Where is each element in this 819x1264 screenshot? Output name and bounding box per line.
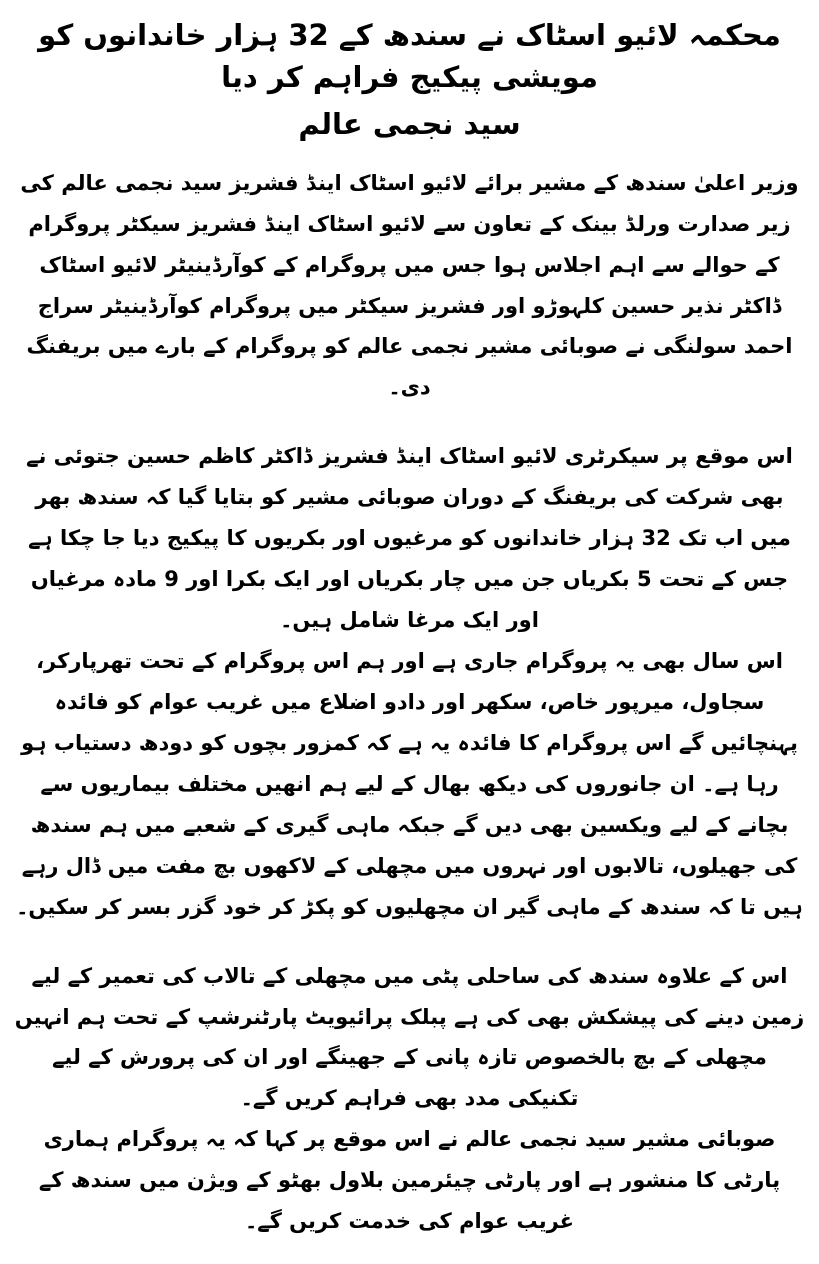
article-paragraph-4: اس کے علاوہ سندھ کی ساحلی پٹی میں مچھلی کے تالاب کی تعمیر کے لیے زمین دینے کی پیشکش بھی کی ہے پبلک پرائیویٹ پارٹنرشپ کے تحت ہم انہیں مچھلی کے بچ بالخصوص تازہ پانی کے جھینگے اور ان کی پرورش کے لیے تکنیکی مدد بھی فراہم کریں گے۔ [14, 963, 805, 1111]
article-paragraph-1: وزیر اعلیٰ سندھ کے مشیر برائے لائیو اسٹاک اینڈ فشریز سید نجمی عالم کی زیر صدارت ورلڈ بینک کے تعاون سے لائیو اسٹاک اینڈ فشریز سیکٹر پروگرام کے حوالے سے اہم اجلاس ہوا جس میں پروگرام کے کوآرڈینیٹر لائیو اسٹاک ڈاکٹر نذیر حسین کلہوڑو اور فشریز سیکٹر میں پروگرام کوآرڈینیٹر سراج احمد سولنگی نے صوبائی مشیر نجمی عالم کو پروگرام کے بارے میں بریفنگ دی۔ [20, 170, 799, 400]
paragraph-spacer [14, 414, 805, 436]
author-byline: سید نجمی عالم [298, 107, 521, 142]
page-title: محکمہ لائیو اسٹاک نے سندھ کے 32 ہزار خاندانوں کو مویشی پیکیج فراہم کر دیا [38, 18, 781, 95]
article-paragraph-3: اس سال بھی یہ پروگرام جاری ہے اور ہم اس پروگرام کے تحت تھرپارکر، سجاول، میرپور خاص، سکھر اور دادو اضلاع میں غریب عوام کو فائدہ پہنچائیں گے اس پروگرام کا فائدہ یہ ہے کہ کمزور بچوں کو دودھ دستیاب ہو رہا ہے۔ ان جانوروں کی دیکھ بھال کے لیے ہم انھیں مختلف بیماریوں سے بچانے کے لیے ویکسین بھی دیں گے جبکہ ماہی گیری کے شعبے میں ہم سندھ کی جھیلوں، تالابوں اور نہروں میں مچھلی کے لاکھوں بچ مفت میں ڈال رہے ہیں تا کہ سندھ کے ماہی گیر ان مچھلیوں کو پکڑ کر خود گزر بسر کر سکیں۔ [16, 649, 803, 919]
paragraph-spacer [14, 934, 805, 956]
article-paragraph-5: صوبائی مشیر سید نجمی عالم نے اس موقع پر کہا کہ یہ پروگرام ہماری پارٹی کا منشور ہے اور پارٹی چیئرمین بلاول بھٹو کے ویژن میں سندھ کے غریب عوام کی خدمت کریں گے۔ [38, 1127, 781, 1234]
article-paragraph-2: اس موقع پر سیکرٹری لائیو اسٹاک اینڈ فشریز ڈاکٹر کاظم حسین جتوئی نے بھی شرکت کی بریفنگ کے دوران صوبائی مشیر کو بتایا گیا کہ سندھ بھر میں اب تک 32 ہزار خاندانوں کو مرغیوں اور بکریوں کا پیکیج دیا جا چکا ہے جس کے تحت 5 بکریاں جن میں چار بکریاں اور ایک بکرا اور 9 مادہ مرغیاں اور ایک مرغا شامل ہیں۔ [26, 444, 793, 633]
